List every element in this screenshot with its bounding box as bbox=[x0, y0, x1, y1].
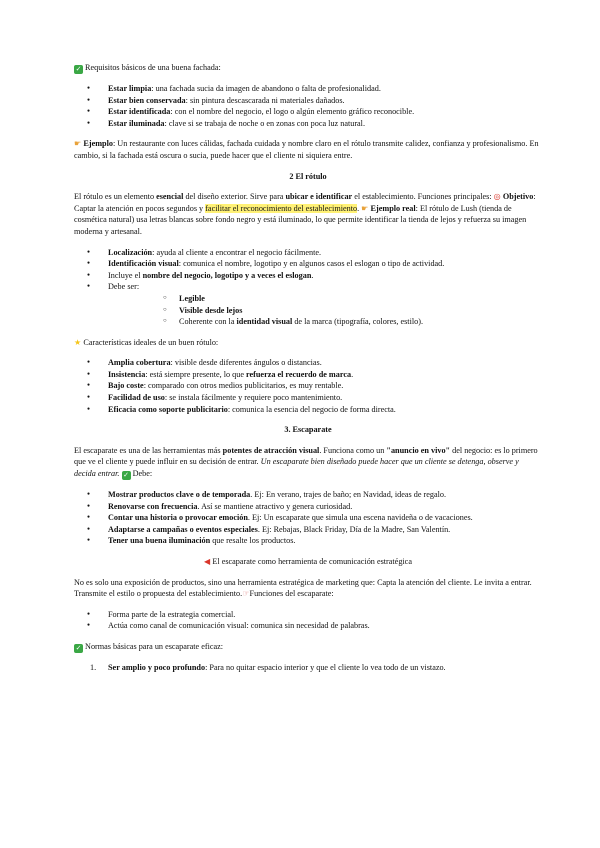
megaphone-icon: ◀ bbox=[204, 557, 211, 566]
list-item: ● Mostrar productos clave o de temporada. Ej: En verano, trajes de baño; en Navidad, ideas de regalo. bbox=[74, 489, 542, 501]
list-item: ● Contar una historia o provocar emoción. Ej: Un escaparate que simula una escena navideña o de vacaciones. bbox=[74, 512, 542, 524]
section-2-heading: 2 El rótulo bbox=[289, 171, 327, 181]
pointing-hand-icon: ☛ bbox=[74, 139, 82, 149]
check-icon: ✓ bbox=[123, 471, 129, 480]
sign-functions-list bbox=[74, 247, 542, 328]
list-item: ● Amplia cobertura: visible desde diferentes ángulos o distancias. bbox=[74, 357, 542, 369]
list-item: ● Bajo coste: comparado con otros medios publicitarios, es muy rentable. bbox=[74, 380, 542, 392]
intro-title: ✓ Requisitos básicos de una buena fachada: bbox=[75, 63, 221, 73]
pointing-finger-icon: ☞ bbox=[242, 589, 250, 599]
facade-requirements-list bbox=[74, 83, 542, 129]
sub-list bbox=[108, 293, 542, 328]
shop-window-requirements-list bbox=[74, 489, 542, 547]
star-icon: ★ bbox=[74, 337, 82, 347]
list-item: ● Estar identificada: con el nombre del negocio, el logo o algún elemento gráfico reconocible. bbox=[74, 106, 542, 118]
list-item: ● Estar iluminada: clave si se trabaja de noche o en zonas con poca luz natural. bbox=[74, 118, 542, 130]
highlighted-text: facilitar el reconocimiento del establecimiento bbox=[205, 203, 358, 213]
list-item: ● Insistencia: está siempre presente, lo que refuerza el recuerdo de marca. bbox=[74, 369, 542, 381]
section-3-paragraph: El escaparate es una de las herramientas más potentes de atracción visual. Funciona como un "anuncio en vivo" del negocio: es lo primero que ve el cliente y puede influir en su decisión de entrar. Un escaparate bien diseñado puede hacer que un cliente se detenga, observe y decida entrar. ✓ Debe: bbox=[74, 445, 538, 480]
check-icon: ✓ bbox=[75, 65, 82, 73]
list-item: ● Eficacia como soporte publicitario: comunica la esencia del negocio de forma directa. bbox=[74, 404, 542, 416]
section-3-heading: 3. Escaparate bbox=[284, 425, 332, 435]
sub-list-item: ○ Legible bbox=[108, 293, 542, 305]
list-item: ● Identificación visual: comunica el nombre, logotipo y en algunos casos el eslogan o tipo de actividad. bbox=[74, 258, 542, 270]
strategic-sub-heading: ◀ El escaparate como herramienta de comunicación estratégica bbox=[204, 557, 412, 566]
list-item: ● Estar limpia: una fachada sucia da imagen de abandono o falta de profesionalidad. bbox=[74, 83, 542, 95]
sign-features-list bbox=[74, 357, 542, 415]
list-item: ● Estar bien conservada: sin pintura descascarada ni materiales dañados. bbox=[74, 95, 542, 107]
list-item: ● Renovarse con frecuencia. Así se mantiene atractivo y genera curiosidad. bbox=[74, 501, 542, 513]
list-item: ● Localización: ayuda al cliente a encontrar el negocio fácilmente. bbox=[74, 247, 542, 259]
list-number: 1. bbox=[90, 662, 97, 672]
pointing-hand-icon: ☛ bbox=[361, 203, 369, 213]
shop-window-functions-list bbox=[74, 609, 542, 632]
list-item: ● Actúa como canal de comunicación visual: comunica sin necesidad de palabras. bbox=[74, 620, 542, 632]
list-item: ● Adaptarse a campañas o eventos especiales. Ej: Rebajas, Black Friday, Día de la Madre, San Valentín. bbox=[74, 524, 542, 536]
facade-example: ☛ Ejemplo: Un restaurante con luces cálidas, fachada cuidada y nombre claro en el rótulo transmite calidez, confianza y profesionalismo. En cambio, si la fachada está oscura o sucia, puede hacer que el cliente ni siquiera entre. bbox=[74, 139, 539, 160]
features-title: ★ Características ideales de un buen rótulo: bbox=[74, 337, 219, 347]
list-item: ● Facilidad de uso: se instala fácilmente y requiere poco mantenimiento. bbox=[74, 392, 542, 404]
list-item: ● Incluye el nombre del negocio, logotipo y a veces el eslogan. bbox=[74, 270, 542, 282]
norms-title: ✓ Normas básicas para un escaparate eficaz: bbox=[75, 641, 224, 652]
list-item: ● Tener una buena iluminación que resalte los productos. bbox=[74, 535, 542, 547]
check-icon: ✓ bbox=[75, 643, 82, 652]
sub-list-item: ○ Visible desde lejos bbox=[108, 305, 542, 317]
norms-list bbox=[74, 662, 542, 674]
strategic-paragraph: No es solo una exposición de productos, sino una herramienta estratégica de marketing que: Capta la atención del cliente. Le invita a entrar. Transmite el estilo o propuesta del establecimiento.☞Funciones del escaparate: bbox=[74, 577, 532, 599]
sub-list-item: ○ Coherente con la identidad visual de la marca (tipografía, colores, estilo). bbox=[108, 316, 542, 328]
list-item: 1. Ser amplio y poco profundo: Para no quitar espacio interior y que el cliente lo vea todo de un vistazo. bbox=[90, 662, 446, 672]
list-item: ● Forma parte de la estrategia comercial. bbox=[74, 609, 542, 621]
target-icon: ◎ bbox=[493, 192, 501, 202]
list-item: ● Debe ser: ○ Legible ○ Visible desde lejos ○ Coherente con la identidad visual de la marca (tipografía, colores, estilo). bbox=[74, 281, 542, 327]
section-2-paragraph: El rótulo es un elemento esencial del diseño exterior. Sirve para ubicar e identificar el establecimiento. Funciones principales: ◎ Objetivo: Captar la atención en pocos segundos y facilitar el reconocimiento del establecimiento. ☛ Ejemplo real: El rótulo de Lush (tienda de cosmética natural) usa letras blancas sobre fondo negro y está iluminado, lo que permite identificar la tienda de lejos y refuerza su imagen moderna y artesanal. bbox=[74, 192, 536, 236]
